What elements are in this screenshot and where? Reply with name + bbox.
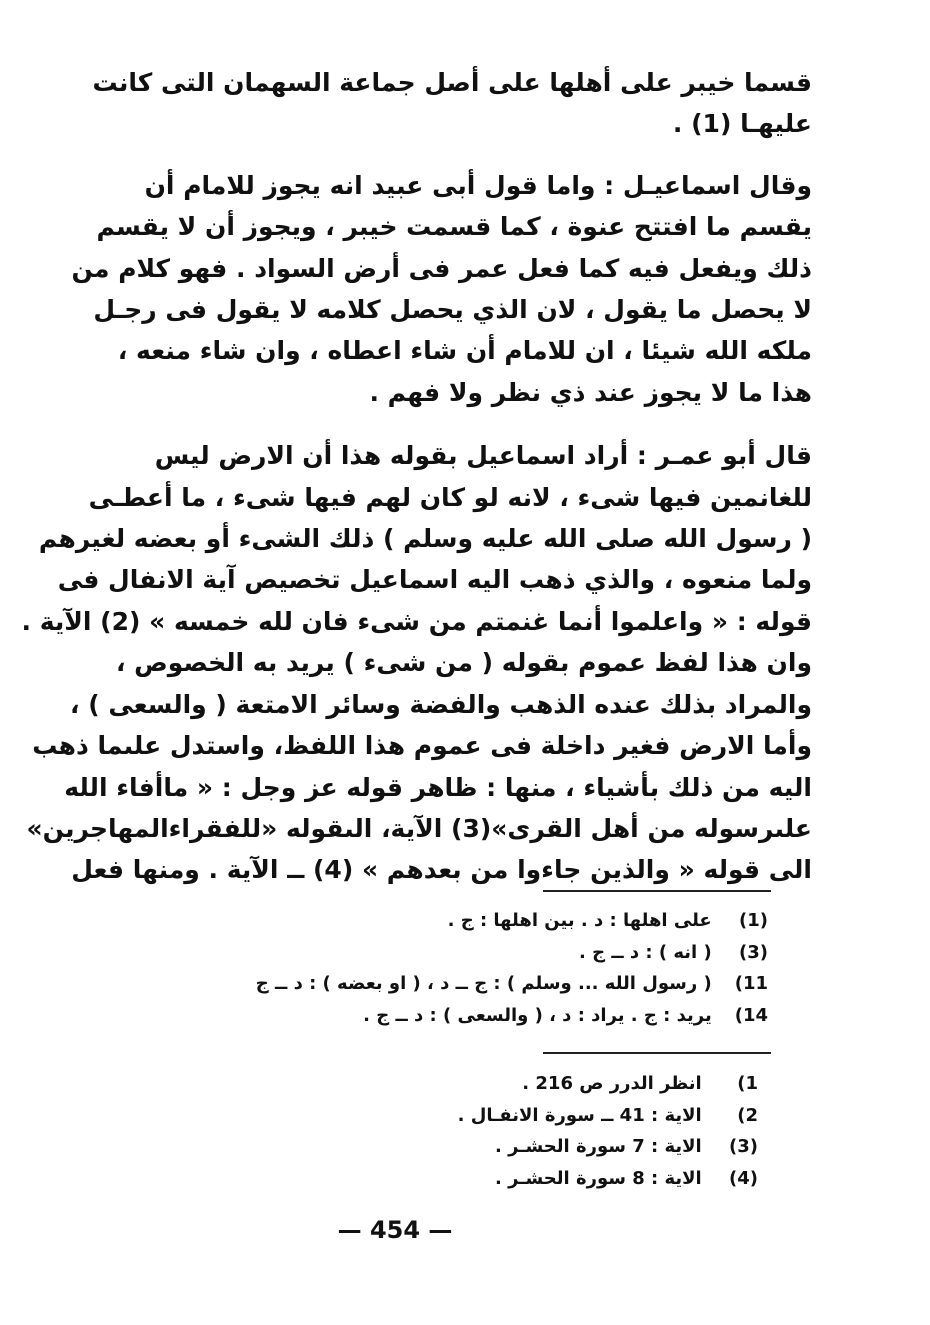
footnote [256, 1000, 768, 1032]
text-line: قسما خيبر على أهلها على أصل جماعة السهمان التى كانت [92, 68, 812, 97]
variant-notes [256, 905, 768, 1031]
footnote-text: يريد : ج . يراد : د ، ( والسعى ) : د ــ ج . [363, 1004, 712, 1026]
footnote-number: (3) [729, 1136, 758, 1157]
footnote-text: انظر الدرر ص 216 . [522, 1073, 702, 1094]
text-line: هذا ما لا يجوز عند ذي نظر ولا فهم . [369, 377, 812, 407]
footnote-text: الاية : 8 سورة الحشـر . [495, 1167, 702, 1189]
footnote [458, 1068, 758, 1100]
text-line: وأما الارض فغير داخلة فى عموم هذا اللفظ، واستدل علىما ذهب [32, 731, 812, 761]
footnote-number: 14) [734, 1004, 768, 1026]
footnote-text: الاية : 41 ــ سورة الانفـال . [457, 1104, 702, 1126]
footnote [458, 1163, 758, 1195]
main-text [21, 62, 812, 891]
text-line: اليه من ذلك بأشياء ، منها : ظاهر قوله عز وجل : « ماأفاء الله [64, 772, 812, 802]
footnote-number: 1) [737, 1073, 758, 1094]
footnote-number: 2) [737, 1104, 758, 1126]
footnote-text: الاية : 7 سورة الحشـر . [495, 1136, 702, 1157]
text-line: ذلك ويفعل فيه كما فعل عمر فى أرض السواد . فهو كلام من [71, 253, 812, 283]
footnote-number: (3) [739, 941, 768, 963]
footnote [458, 1131, 758, 1163]
footnote-number: 11) [734, 973, 768, 994]
footnote [256, 905, 768, 937]
footnote-divider [543, 1052, 771, 1054]
text-line: لا يحصل ما يقول ، لان الذي يحصل كلامه لا يقول فى رجـل [93, 295, 812, 325]
text-line: ( رسول الله صلى الله عليه وسلم ) ذلك الشىء أو بعضه لغيرهم [38, 524, 812, 554]
footnote-number: (4) [729, 1167, 758, 1189]
text-line: ولما منعوه ، والذي ذهب اليه اسماعيل تخصيص آية الانفال فى [57, 565, 812, 595]
footnote [458, 1100, 758, 1132]
source-notes [458, 1068, 758, 1194]
text-line: والمراد بذلك عنده الذهب والفضة وسائر الامتعة ( والسعى ) ، [70, 689, 812, 719]
text-line: يقسم ما افتتح عنوة ، كما قسمت خيبر ، ويجوز أن لا يقسم [96, 212, 812, 242]
text-line: علىرسوله من أهل القرى»(3) الآية، الىقوله «للفقراءالمهاجرين» [26, 813, 812, 843]
text-line: قوله : « واعلموا أنما غنمتم من شىء فان لله خمسه » (2) الآية . [21, 606, 812, 636]
footnote-text: ( انه ) : د ــ ج . [579, 941, 712, 963]
text-line: قال أبو عمـر : أراد اسماعيل بقوله هذا أن الارض ليس [154, 441, 812, 471]
footnote-text: على اهلها : د . بين اهلها : ج . [447, 910, 712, 931]
text-line: ملكه الله شيئا ، ان للامام أن شاء اعطاه ، وان شاء منعه ، [117, 336, 812, 366]
footnote [256, 937, 768, 969]
text-line: للغانمين فيها شىء ، لانه لو كان لهم فيها شىء ، ما أعطـى [88, 482, 812, 512]
text-line: عليهـا (1) . [672, 109, 812, 139]
page-number: — 454 — [337, 1216, 453, 1244]
footnote-number: (1) [739, 910, 768, 931]
footnote [256, 968, 768, 1000]
text-line: الى قوله « والذين جاءوا من بعدهم » (4) ــ الآية . ومنها فعل [71, 855, 812, 885]
footnote-text: ( رسول الله ... وسلم ) : ج ــ د ، ( او بعضه ) : د ــ ج [255, 973, 712, 994]
text-line: وان هذا لفظ عموم بقوله ( من شىء ) يريد به الخصوص ، [115, 648, 812, 678]
text-line: وقال اسماعيـل : واما قول أبى عبيد انه يجوز للامام أن [144, 170, 812, 200]
footnote-divider [543, 890, 771, 892]
